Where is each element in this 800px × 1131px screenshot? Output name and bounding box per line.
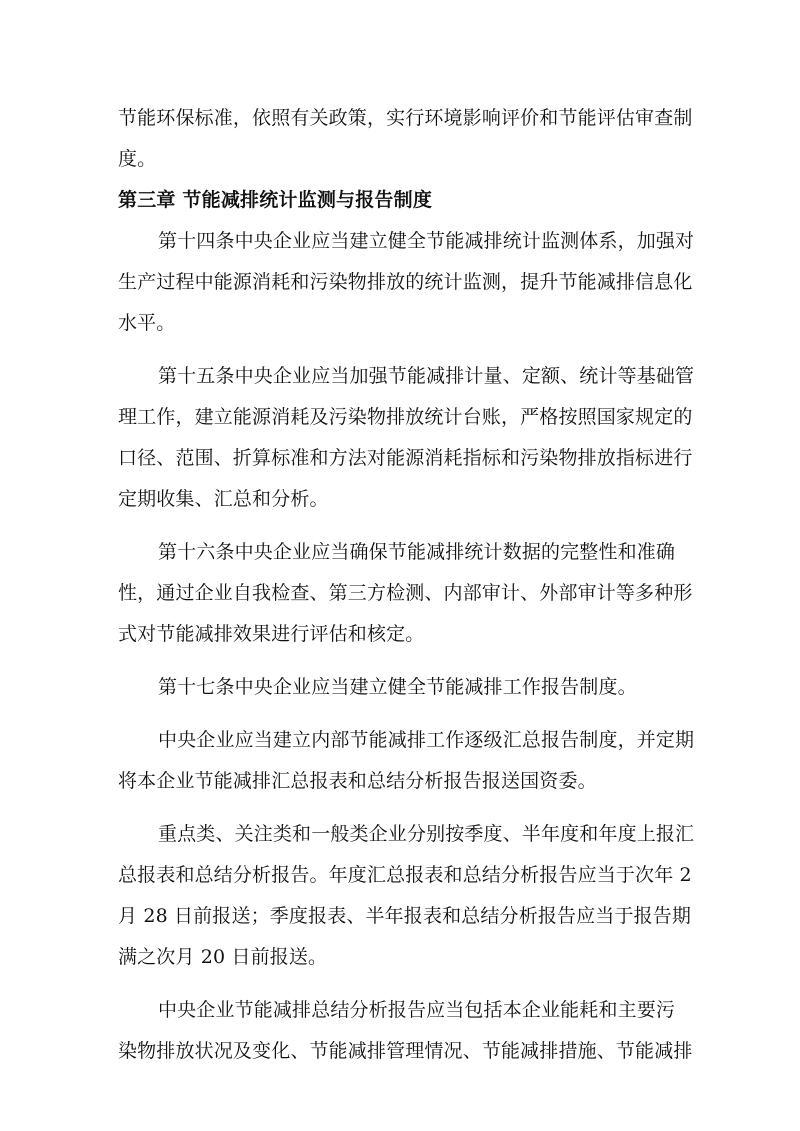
text-line: 节能环保标准，依照有关政策，实行环境影响评价和节能评估审查制 — [118, 107, 693, 129]
text-line: 度。 — [118, 148, 157, 170]
paragraph-line: 第十五条中央企业应当加强节能减排计量、定额、统计等基础管 — [158, 365, 695, 387]
text-line: 月 28 日前报送；季度报表、半年报表和总结分析报告应当于报告期 — [118, 905, 692, 927]
text-line: 染物排放状况及变化、节能减排管理情况、节能减排措施、节能减排 — [118, 1040, 693, 1062]
paragraph-line: 中央企业节能减排总结分析报告应当包括本企业能耗和主要污 — [158, 999, 676, 1021]
text-line: 定期收集、汇总和分析。 — [118, 488, 329, 510]
chapter-heading: 第三章 节能减排统计监测与报告制度 — [118, 189, 433, 211]
paragraph-spacer — [118, 655, 688, 667]
text-line: 理工作，建立能源消耗及污染物排放统计台账，严格按照国家规定的 — [118, 406, 693, 428]
paragraph-spacer — [118, 344, 688, 356]
paragraph-line: 重点类、关注类和一般类企业分别按季度、半年度和年度上报汇 — [158, 823, 695, 845]
text-line: 口径、范围、折算标准和方法对能源消耗指标和污染物排放指标进行 — [118, 447, 693, 469]
text-line: 将本企业节能减排汇总报表和总结分析报告报送国资委。 — [118, 770, 597, 792]
paragraph-spacer — [118, 520, 688, 532]
paragraph-spacer — [118, 978, 688, 990]
paragraph-line: 第十七条中央企业应当建立健全节能减排工作报告制度。 — [158, 676, 637, 698]
text-line: 总报表和总结分析报告。年度汇总报表和总结分析报告应当于次年 2 — [118, 864, 692, 886]
paragraph-line: 第十四条中央企业应当建立健全节能减排统计监测体系，加强对 — [158, 230, 695, 252]
text-line: 生产过程中能源消耗和污染物排放的统计监测，提升节能减排信息化 — [118, 271, 693, 293]
paragraph-line: 第十六条中央企业应当确保节能减排统计数据的完整性和准确 — [158, 541, 676, 563]
paragraph-spacer — [118, 708, 688, 720]
text-line: 满之次月 20 日前报送。 — [118, 946, 328, 968]
text-line: 性，通过企业自我检查、第三方检测、内部审计、外部审计等多种形 — [118, 582, 693, 604]
text-line: 水平。 — [118, 312, 176, 334]
paragraph-line: 中央企业应当建立内部节能减排工作逐级汇总报告制度，并定期 — [158, 729, 695, 751]
paragraph-spacer — [118, 802, 688, 814]
document-body — [118, 98, 695, 1072]
text-line: 式对节能减排效果进行评估和核定。 — [118, 623, 425, 645]
